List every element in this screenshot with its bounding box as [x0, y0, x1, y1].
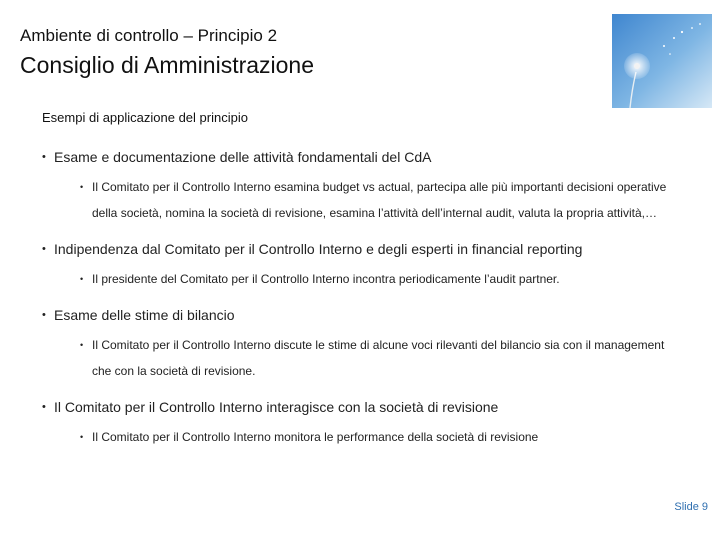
bullet-text: Indipendenza dal Comitato per il Controllo Interno e degli esperti in financial reporting	[54, 241, 583, 257]
slide-subtitle: Ambiente di controllo – Principio 2	[20, 26, 278, 45]
sub-bullet-item	[80, 174, 682, 226]
slide-number: Slide 9	[674, 501, 708, 513]
bullet-list	[42, 138, 682, 450]
bullet-text: Il Comitato per il Controllo Interno interagisce con la società di revisione	[54, 399, 499, 415]
dandelion-sky-graphic	[612, 14, 712, 108]
bullet-glyph: •	[42, 401, 46, 413]
sub-bullet-glyph: •	[80, 182, 84, 192]
bullet-glyph: •	[42, 243, 46, 255]
bullet-glyph: •	[42, 151, 46, 163]
dandelion-sky-image	[612, 14, 712, 108]
sub-bullet-glyph: •	[80, 432, 84, 442]
sub-bullet-text: Il presidente del Comitato per il Controllo Interno incontra periodicamente l’audit partner.	[92, 272, 560, 286]
sub-bullet-text: Il Comitato per il Controllo Interno monitora le performance della società di revisione	[92, 430, 539, 444]
sub-bullet-item	[80, 424, 682, 450]
section-heading: Esempi di applicazione del principio	[42, 110, 248, 125]
sub-bullet-item	[80, 332, 682, 384]
bullet-glyph: •	[42, 309, 46, 321]
bullet-item	[42, 302, 682, 328]
sub-bullet-glyph: •	[80, 340, 84, 350]
bullet-text: Esame delle stime di bilancio	[54, 307, 235, 323]
sub-bullet-glyph: •	[80, 274, 84, 284]
bullet-item	[42, 236, 682, 262]
sub-bullet-item	[80, 266, 682, 292]
sub-bullet-text: Il Comitato per il Controllo Interno esamina budget vs actual, partecipa alle più importanti decisioni operative della società, nomina la società di revisione, esamina l’attività dell’internal audit, valuta la propria attività,…	[92, 180, 667, 220]
slide-title: Consiglio di Amministrazione	[20, 52, 315, 78]
bullet-item	[42, 394, 682, 420]
bullet-text: Esame e documentazione delle attività fondamentali del CdA	[54, 149, 432, 165]
bullet-item	[42, 144, 682, 170]
sub-bullet-text: Il Comitato per il Controllo Interno discute le stime di alcune voci rilevanti del bilancio sia con il management che con la società di revisione.	[92, 338, 665, 378]
